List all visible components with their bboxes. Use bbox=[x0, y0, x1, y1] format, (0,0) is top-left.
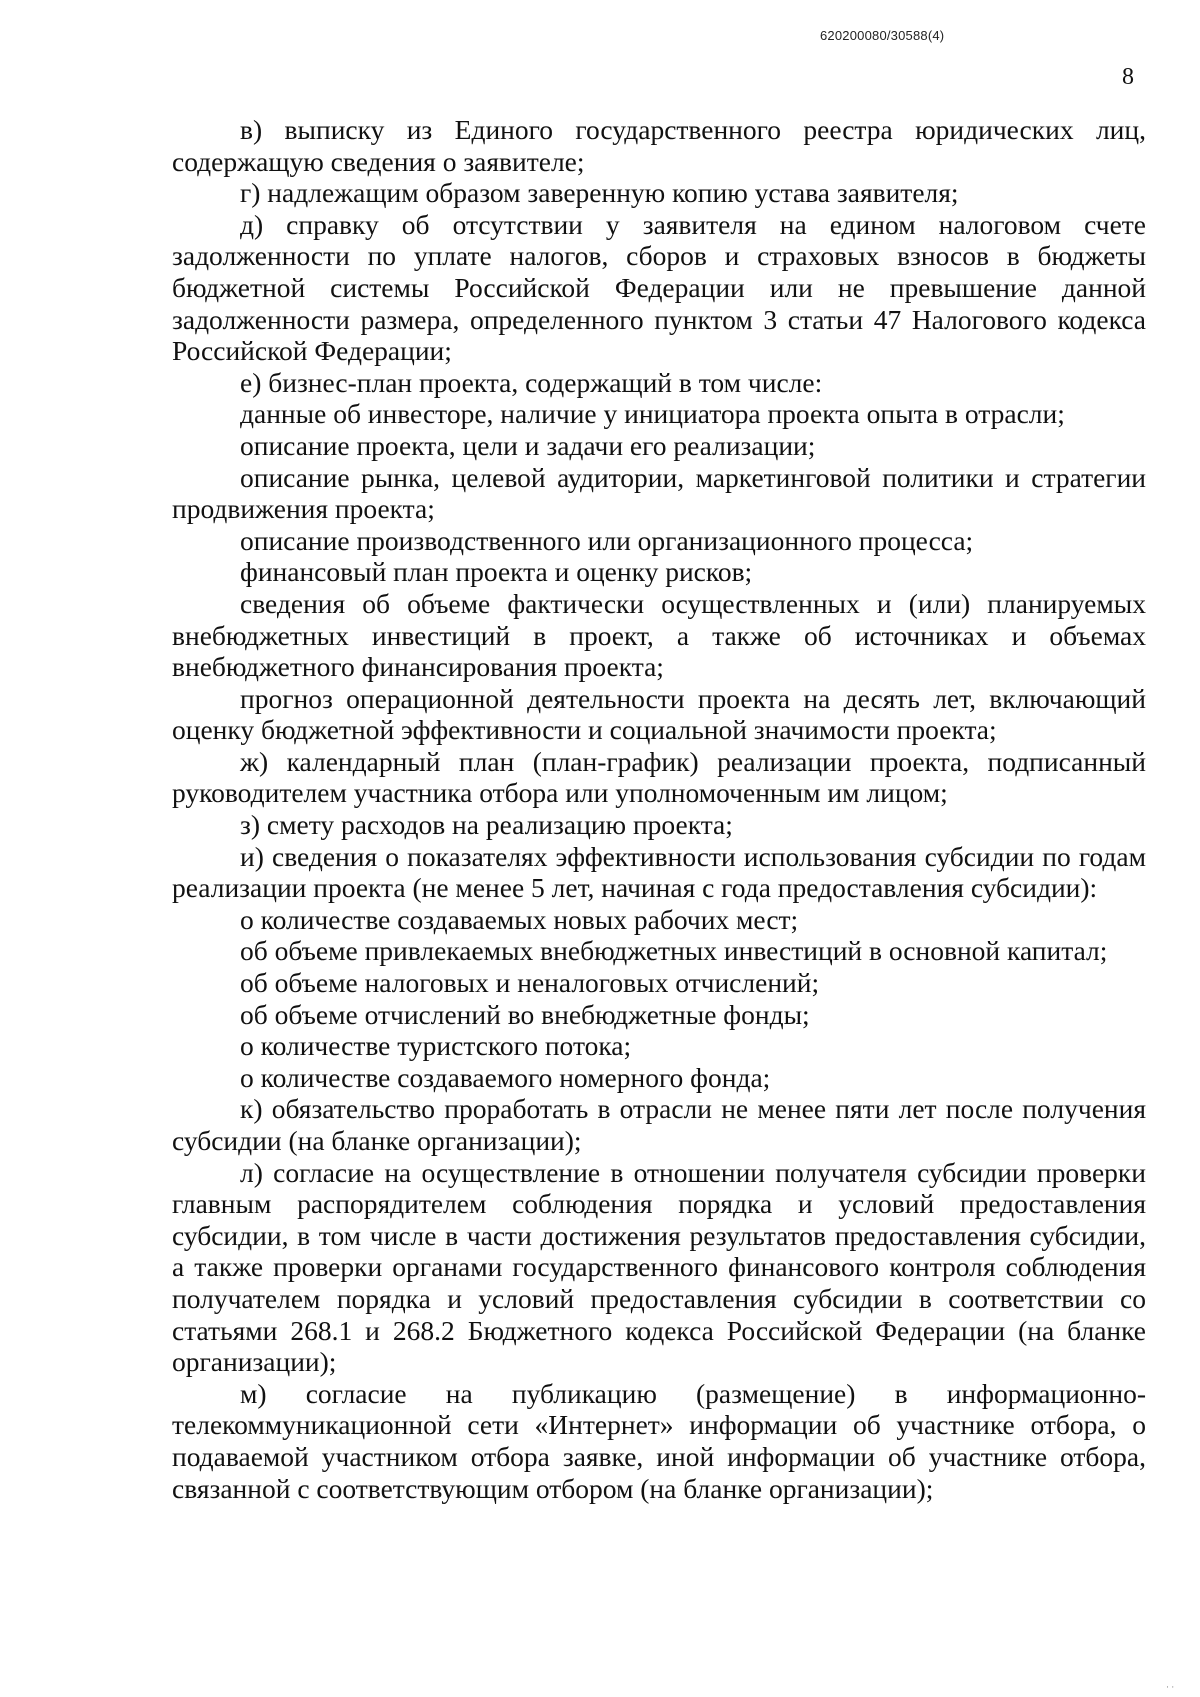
paragraph-v: в) выписку из Единого государственного реестра юридических лиц, содержащую сведения о заявителе; bbox=[172, 114, 1146, 177]
paragraph-e: е) бизнес-план проекта, содержащий в том числе: bbox=[240, 366, 823, 398]
paragraph-process-description: описание производственного или организационного процесса; bbox=[240, 524, 974, 556]
paragraph-d: д) справку об отсутствии у заявителя на едином налоговом счете задолженности по уплате налогов, сборов и страховых взносов в бюджеты бюджетной системы Российской Федерации или не превышение данной задолженности размера, определенного пунктом 3 статьи 47 Налогового кодекса Российской Федерации; bbox=[172, 208, 1146, 367]
paragraph-k: к) обязательство проработать в отрасли не менее пяти лет после получения субсидии (на бланке организации); bbox=[172, 1093, 1146, 1156]
paragraph-financial-plan: финансовый план проекта и оценку рисков; bbox=[240, 556, 753, 588]
paragraph-market-description: описание рынка, целевой аудитории, маркетинговой политики и стратегии продвижения проекта; bbox=[172, 461, 1146, 525]
paragraph-zh: ж) календарный план (план-график) реализации проекта, подписанный руководителем участника отбора или уполномоченным им лицом; bbox=[172, 745, 1146, 809]
paragraph-investor-data: данные об инвесторе, наличие у инициатора проекта опыта в отрасли; bbox=[240, 398, 1065, 430]
page-number: 8 bbox=[1122, 64, 1134, 90]
paragraph-g: г) надлежащим образом заверенную копию устава заявителя; bbox=[240, 177, 959, 209]
paragraph-extrabudgetary-funds: об объеме отчислений во внебюджетные фонды; bbox=[240, 998, 810, 1030]
paragraph-investment-info: сведения об объеме фактически осуществленных и (или) планируемых внебюджетных инвестиций в проект, а также об источниках и объемах внебюджетного финансирования проекта; bbox=[172, 587, 1146, 683]
paragraph-tourist-flow: о количестве туристского потока; bbox=[240, 1030, 632, 1062]
paragraph-z: з) смету расходов на реализацию проекта; bbox=[240, 809, 733, 841]
scan-artifact: · · bbox=[1166, 1682, 1175, 1692]
paragraph-new-jobs: о количестве создаваемых новых рабочих мест; bbox=[240, 903, 799, 935]
document-id: 620200080/30588(4) bbox=[820, 28, 945, 43]
paragraph-project-description: описание проекта, цели и задачи его реализации; bbox=[240, 429, 816, 461]
paragraph-i: и) сведения о показателях эффективности использования субсидии по годам реализации проекта (не менее 5 лет, начиная с года предоставления субсидии): bbox=[172, 840, 1146, 904]
paragraph-operational-forecast: прогноз операционной деятельности проекта на десять лет, включающий оценку бюджетной эффективности и социальной значимости проекта; bbox=[172, 682, 1146, 746]
document-body bbox=[172, 114, 1146, 1504]
paragraph-m: м) согласие на публикацию (размещение) в информационно-телекоммуникационной сети «Интернет» информации об участнике отбора, о подаваемой участником отбора заявке, иной информации об участнике отбора, связанной с соответствующим отбором (на бланке организации); bbox=[172, 1377, 1146, 1504]
paragraph-tax-deductions: об объеме налоговых и неналоговых отчислений; bbox=[240, 967, 820, 999]
paragraph-l: л) согласие на осуществление в отношении получателя субсидии проверки главным распорядителем соблюдения порядка и условий предоставления субсидии, в том числе в части достижения результатов предоставления субсидии, а также проверки органами государственного финансового контроля соблюдения получателем порядка и условий предоставления субсидии в соответствии со статьями 268.1 и 268.2 Бюджетного кодекса Российской Федерации (на бланке организации); bbox=[172, 1156, 1146, 1378]
paragraph-room-fund: о количестве создаваемого номерного фонда; bbox=[240, 1061, 771, 1093]
paragraph-attracted-investments: об объеме привлекаемых внебюджетных инвестиций в основной капитал; bbox=[240, 935, 1108, 967]
